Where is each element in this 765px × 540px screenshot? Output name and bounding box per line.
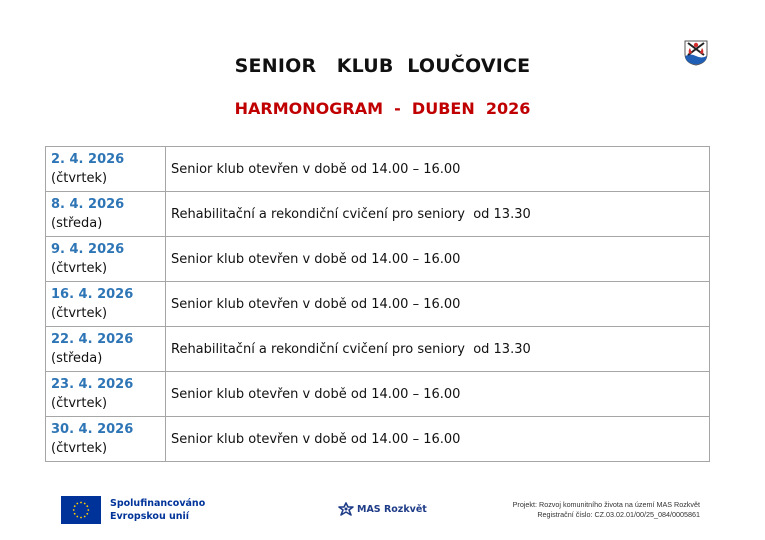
description-cell: Senior klub otevřen v době od 14.00 – 16.00: [166, 147, 710, 192]
weekday: (čtvrtek): [51, 441, 108, 456]
table-row: [46, 417, 710, 462]
mas-label: MAS Rozkvět: [357, 503, 427, 515]
date-cell: [46, 192, 166, 237]
date-cell: [46, 417, 166, 462]
weekday: (středa): [51, 216, 103, 231]
description-cell: Rehabilitační a rekondiční cvičení pro seniory od 13.30: [166, 327, 710, 372]
date: 16. 4. 2026: [51, 287, 134, 302]
date: 8. 4. 2026: [51, 197, 125, 212]
project-name: Projekt: Rozvoj komunitního života na území MAS Rozkvět: [512, 500, 700, 509]
date-cell: [46, 282, 166, 327]
eu-cofinanced-logo: [61, 496, 205, 524]
weekday: (čtvrtek): [51, 306, 108, 321]
table-row: [46, 327, 710, 372]
date: 2. 4. 2026: [51, 152, 125, 167]
eu-text-line1: Spolufinancováno: [110, 498, 206, 509]
registration-number: Registrační číslo: CZ.03.02.01/00/25_084/0005861: [537, 510, 700, 519]
page-subtitle: HARMONOGRAM - DUBEN 2026: [234, 99, 531, 118]
table-row: [46, 192, 710, 237]
table-row: [46, 237, 710, 282]
schedule-table: [45, 146, 710, 462]
description-cell: Senior klub otevřen v době od 14.00 – 16.00: [166, 417, 710, 462]
coat-of-arms-icon: [684, 40, 708, 66]
table-row: [46, 147, 710, 192]
eu-text-line2: Evropskou unií: [110, 511, 190, 522]
weekday: (čtvrtek): [51, 396, 108, 411]
table-row: [46, 372, 710, 417]
date-cell: [46, 372, 166, 417]
date: 9. 4. 2026: [51, 242, 125, 257]
date-cell: [46, 327, 166, 372]
project-info: [500, 500, 700, 520]
date-cell: [46, 237, 166, 282]
date-cell: [46, 147, 166, 192]
page-title: SENIOR KLUB LOUČOVICE: [234, 55, 531, 77]
description-cell: Senior klub otevřen v době od 14.00 – 16.00: [166, 282, 710, 327]
date: 30. 4. 2026: [51, 422, 134, 437]
eu-flag-icon: [61, 496, 101, 524]
mas-flower-icon: [338, 502, 354, 516]
weekday: (čtvrtek): [51, 261, 108, 276]
date: 23. 4. 2026: [51, 377, 134, 392]
mas-rozkvet-logo: [338, 502, 427, 516]
table-row: [46, 282, 710, 327]
description-cell: Senior klub otevřen v době od 14.00 – 16.00: [166, 237, 710, 282]
date: 22. 4. 2026: [51, 332, 134, 347]
description-cell: Rehabilitační a rekondiční cvičení pro seniory od 13.30: [166, 192, 710, 237]
weekday: (čtvrtek): [51, 171, 108, 186]
weekday: (středa): [51, 351, 103, 366]
description-cell: Senior klub otevřen v době od 14.00 – 16.00: [166, 372, 710, 417]
